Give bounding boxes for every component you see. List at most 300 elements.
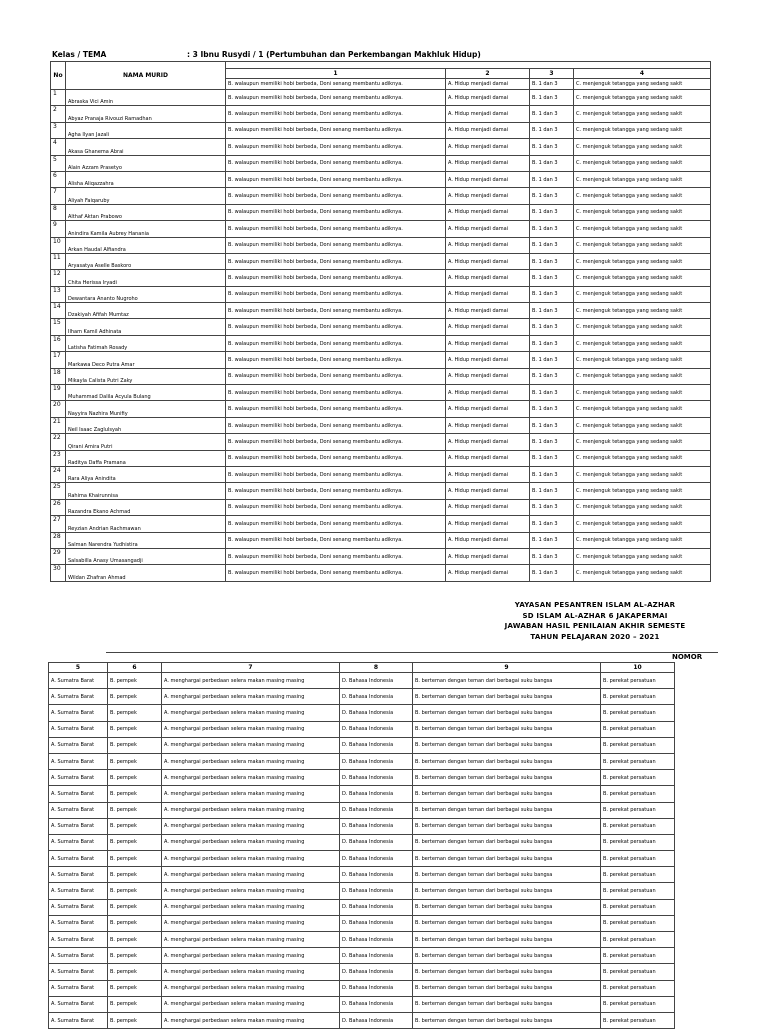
answer-cell: A. Hidup menjadi damai bbox=[446, 155, 530, 171]
answer-cell: B. pempek bbox=[108, 980, 162, 996]
answer-cell: D. Bahasa Indonesia bbox=[340, 867, 413, 883]
answer-cell: C. menjenguk tetangga yang sedang sakit bbox=[574, 516, 711, 532]
table-row bbox=[51, 466, 711, 482]
answer-cell: C. menjenguk tetangga yang sedang sakit bbox=[574, 106, 711, 122]
answer-cell: A. Hidup menjadi damai bbox=[446, 335, 530, 351]
q-header: 4 bbox=[574, 69, 711, 79]
answer-cell: A. Hidup menjadi damai bbox=[446, 401, 530, 417]
table-row bbox=[51, 368, 711, 384]
answer-cell: B. perekat persatuan bbox=[601, 980, 675, 996]
answer-cell: D. Bahasa Indonesia bbox=[340, 705, 413, 721]
answer-cell: B. berteman dengan teman dari berbagai suku bangsa bbox=[413, 753, 601, 769]
student-name: Razandra Ekano Achmad bbox=[66, 499, 226, 515]
student-name: Chita Herissa Iryadi bbox=[66, 270, 226, 286]
table-row bbox=[51, 286, 711, 302]
answer-cell: C. menjenguk tetangga yang sedang sakit bbox=[574, 79, 711, 90]
answer-cell: B. pempek bbox=[108, 899, 162, 915]
answer-cell: A. Hidup menjadi damai bbox=[446, 221, 530, 237]
answer-cell: B. berteman dengan teman dari berbagai suku bangsa bbox=[413, 721, 601, 737]
student-name: Anindira Kamila Aubrey Hanania bbox=[66, 221, 226, 237]
answer-cell: B. 1 dan 3 bbox=[530, 122, 574, 138]
answer-cell: A. menghargai perbedaan selera makan masing masing bbox=[162, 1012, 340, 1028]
answer-cell: D. Bahasa Indonesia bbox=[340, 689, 413, 705]
answer-cell: B. walaupun memiliki hobi berbeda, Doni senang membantu adiknya. bbox=[226, 548, 446, 564]
row-number: 4 bbox=[51, 139, 66, 155]
answer-cell: B. 1 dan 3 bbox=[530, 401, 574, 417]
answer-cell: C. menjenguk tetangga yang sedang sakit bbox=[574, 155, 711, 171]
answer-cell: A. Hidup menjadi damai bbox=[446, 385, 530, 401]
report-title: JAWABAN HASIL PENILAIAN AKHIR SEMESTE bbox=[504, 622, 686, 630]
answer-cell: B. walaupun memiliki hobi berbeda, Doni senang membantu adiknya. bbox=[226, 352, 446, 368]
table-row bbox=[51, 253, 711, 269]
answer-cell: A. menghargai perbedaan selera makan masing masing bbox=[162, 834, 340, 850]
answer-cell: A. Sumatra Barat bbox=[49, 705, 108, 721]
answer-cell: B. berteman dengan teman dari berbagai suku bangsa bbox=[413, 883, 601, 899]
answer-cell: A. Sumatra Barat bbox=[49, 786, 108, 802]
answer-cell: B. 1 dan 3 bbox=[530, 90, 574, 106]
row-number: 27 bbox=[51, 516, 66, 532]
row-number: 8 bbox=[51, 204, 66, 220]
answer-cell: B. 1 dan 3 bbox=[530, 139, 574, 155]
table-row bbox=[51, 139, 711, 155]
table-row bbox=[51, 483, 711, 499]
answer-cell: B. walaupun memiliki hobi berbeda, Doni senang membantu adiknya. bbox=[226, 335, 446, 351]
answer-cell: A. menghargai perbedaan selera makan masing masing bbox=[162, 932, 340, 948]
student-name: Alain Azzam Prasetyo bbox=[66, 155, 226, 171]
answer-cell: B. perekat persatuan bbox=[601, 851, 675, 867]
row-number: 16 bbox=[51, 335, 66, 351]
answer-cell: B. perekat persatuan bbox=[601, 721, 675, 737]
answer-cell: B. 1 dan 3 bbox=[530, 155, 574, 171]
answer-cell: A. menghargai perbedaan selera makan masing masing bbox=[162, 948, 340, 964]
table-row bbox=[51, 237, 711, 253]
row-number: 6 bbox=[51, 171, 66, 187]
q-header: 5 bbox=[49, 663, 108, 673]
answer-cell: B. pempek bbox=[108, 834, 162, 850]
answer-cell: A. Sumatra Barat bbox=[49, 673, 108, 689]
row-number: 11 bbox=[51, 253, 66, 269]
table-row bbox=[49, 721, 675, 737]
answer-cell: B. 1 dan 3 bbox=[530, 417, 574, 433]
answer-cell: A. menghargai perbedaan selera makan masing masing bbox=[162, 770, 340, 786]
row-number: 9 bbox=[51, 221, 66, 237]
row-number: 5 bbox=[51, 155, 66, 171]
class-theme-header bbox=[52, 50, 481, 59]
answer-cell: B. walaupun memiliki hobi berbeda, Doni senang membantu adiknya. bbox=[226, 434, 446, 450]
answer-cell: A. Sumatra Barat bbox=[49, 867, 108, 883]
answer-cell: B. pempek bbox=[108, 915, 162, 931]
answer-cell: B. walaupun memiliki hobi berbeda, Doni senang membantu adiknya. bbox=[226, 286, 446, 302]
table-row bbox=[49, 1012, 675, 1028]
answer-cell: B. berteman dengan teman dari berbagai suku bangsa bbox=[413, 948, 601, 964]
student-name: Markawa Deco Putra Amar bbox=[66, 352, 226, 368]
answer-cell: D. Bahasa Indonesia bbox=[340, 673, 413, 689]
answer-cell: B. pempek bbox=[108, 721, 162, 737]
answer-cell: B. berteman dengan teman dari berbagai suku bangsa bbox=[413, 786, 601, 802]
answer-cell: A. Hidup menjadi damai bbox=[446, 483, 530, 499]
answer-cell: A. Sumatra Barat bbox=[49, 802, 108, 818]
answer-cell: C. menjenguk tetangga yang sedang sakit bbox=[574, 204, 711, 220]
table-row bbox=[49, 867, 675, 883]
answer-cell: B. pempek bbox=[108, 851, 162, 867]
academic-year: TAHUN PELAJARAN 2020 – 2021 bbox=[530, 632, 660, 641]
answer-cell: B. walaupun memiliki hobi berbeda, Doni senang membantu adiknya. bbox=[226, 79, 446, 90]
q-header: 2 bbox=[446, 69, 530, 79]
answer-cell: B. walaupun memiliki hobi berbeda, Doni senang membantu adiknya. bbox=[226, 237, 446, 253]
answer-cell: B. 1 dan 3 bbox=[530, 516, 574, 532]
row-number: 14 bbox=[51, 303, 66, 319]
foundation-name: YAYASAN PESANTREN ISLAM AL-AZHAR bbox=[514, 601, 676, 609]
answer-cell: B. perekat persatuan bbox=[601, 932, 675, 948]
answer-cell: A. Sumatra Barat bbox=[49, 851, 108, 867]
student-name: Abyaz Pranaja Rivouzi Ramadhan bbox=[66, 106, 226, 122]
answer-cell: C. menjenguk tetangga yang sedang sakit bbox=[574, 286, 711, 302]
answer-cell: A. Sumatra Barat bbox=[49, 899, 108, 915]
answer-cell: A. Sumatra Barat bbox=[49, 834, 108, 850]
answer-cell: A. Hidup menjadi damai bbox=[446, 434, 530, 450]
student-name: Arkan Haudal Alfiandra bbox=[66, 237, 226, 253]
table-row bbox=[49, 689, 675, 705]
answer-cell: B. walaupun memiliki hobi berbeda, Doni senang membantu adiknya. bbox=[226, 368, 446, 384]
row-number: 13 bbox=[51, 286, 66, 302]
answer-cell: A. menghargai perbedaan selera makan masing masing bbox=[162, 673, 340, 689]
answer-cell: B. pempek bbox=[108, 818, 162, 834]
row-number: 23 bbox=[51, 450, 66, 466]
answer-cell: B. walaupun memiliki hobi berbeda, Doni senang membantu adiknya. bbox=[226, 401, 446, 417]
answer-cell: B. walaupun memiliki hobi berbeda, Doni senang membantu adiknya. bbox=[226, 188, 446, 204]
answer-cell: B. 1 dan 3 bbox=[530, 204, 574, 220]
row-number: 7 bbox=[51, 188, 66, 204]
answer-cell: B. 1 dan 3 bbox=[530, 368, 574, 384]
student-name: Muhammad Dalila Acyula Bulang bbox=[66, 385, 226, 401]
answer-cell: B. pempek bbox=[108, 964, 162, 980]
answer-cell: B. walaupun memiliki hobi berbeda, Doni senang membantu adiknya. bbox=[226, 270, 446, 286]
answer-cell: B. 1 dan 3 bbox=[530, 532, 574, 548]
answer-cell: B. pempek bbox=[108, 932, 162, 948]
answer-cell: B. perekat persatuan bbox=[601, 964, 675, 980]
answer-cell: B. 1 dan 3 bbox=[530, 466, 574, 482]
table-row bbox=[49, 673, 675, 689]
answer-cell: D. Bahasa Indonesia bbox=[340, 964, 413, 980]
row-number: 19 bbox=[51, 385, 66, 401]
answer-cell: B. walaupun memiliki hobi berbeda, Doni senang membantu adiknya. bbox=[226, 499, 446, 515]
answer-cell: C. menjenguk tetangga yang sedang sakit bbox=[574, 303, 711, 319]
answer-cell: A. Hidup menjadi damai bbox=[446, 79, 530, 90]
table-row bbox=[51, 106, 711, 122]
table-row bbox=[49, 851, 675, 867]
answer-cell: B. perekat persatuan bbox=[601, 802, 675, 818]
table-row bbox=[51, 319, 711, 335]
answer-cell: B. pempek bbox=[108, 689, 162, 705]
answer-cell: B. walaupun memiliki hobi berbeda, Doni senang membantu adiknya. bbox=[226, 204, 446, 220]
table-row bbox=[51, 434, 711, 450]
answer-cell: C. menjenguk tetangga yang sedang sakit bbox=[574, 548, 711, 564]
answer-cell: B. perekat persatuan bbox=[601, 705, 675, 721]
answer-cell: B. walaupun memiliki hobi berbeda, Doni senang membantu adiknya. bbox=[226, 122, 446, 138]
answer-cell: A. menghargai perbedaan selera makan masing masing bbox=[162, 883, 340, 899]
table-row bbox=[51, 204, 711, 220]
answer-cell: D. Bahasa Indonesia bbox=[340, 834, 413, 850]
student-name: Mikayla Calista Putri Zaky bbox=[66, 368, 226, 384]
student-name: Abraska Vici Amin bbox=[66, 90, 226, 106]
answer-cell: A. Hidup menjadi damai bbox=[446, 565, 530, 581]
answer-cell: B. perekat persatuan bbox=[601, 673, 675, 689]
answer-cell: A. menghargai perbedaan selera makan masing masing bbox=[162, 980, 340, 996]
answer-cell: B. walaupun memiliki hobi berbeda, Doni senang membantu adiknya. bbox=[226, 532, 446, 548]
answer-cell: C. menjenguk tetangga yang sedang sakit bbox=[574, 532, 711, 548]
answer-cell: A. Sumatra Barat bbox=[49, 932, 108, 948]
answer-cell: B. perekat persatuan bbox=[601, 818, 675, 834]
answer-cell: A. Hidup menjadi damai bbox=[446, 204, 530, 220]
answer-cell: A. menghargai perbedaan selera makan masing masing bbox=[162, 753, 340, 769]
answer-cell: A. menghargai perbedaan selera makan masing masing bbox=[162, 818, 340, 834]
answer-cell: B. pempek bbox=[108, 753, 162, 769]
row-number: 12 bbox=[51, 270, 66, 286]
answer-cell: D. Bahasa Indonesia bbox=[340, 770, 413, 786]
answer-cell: A. Hidup menjadi damai bbox=[446, 237, 530, 253]
answer-cell: D. Bahasa Indonesia bbox=[340, 737, 413, 753]
answer-cell: D. Bahasa Indonesia bbox=[340, 915, 413, 931]
table-row bbox=[51, 565, 711, 581]
answer-cell: B. perekat persatuan bbox=[601, 786, 675, 802]
row-number: 18 bbox=[51, 368, 66, 384]
answer-cell: B. perekat persatuan bbox=[601, 1012, 675, 1028]
student-name: Qirani Amira Putri bbox=[66, 434, 226, 450]
answer-cell: B. pempek bbox=[108, 673, 162, 689]
answer-cell: A. Hidup menjadi damai bbox=[446, 106, 530, 122]
table-row bbox=[51, 303, 711, 319]
table-row bbox=[51, 335, 711, 351]
answer-cell: A. menghargai perbedaan selera makan masing masing bbox=[162, 899, 340, 915]
answer-cell: B. walaupun memiliki hobi berbeda, Doni senang membantu adiknya. bbox=[226, 171, 446, 187]
answer-cell: A. Hidup menjadi damai bbox=[446, 499, 530, 515]
answer-cell: B. berteman dengan teman dari berbagai suku bangsa bbox=[413, 818, 601, 834]
answer-cell: B. pempek bbox=[108, 996, 162, 1012]
table-row bbox=[49, 753, 675, 769]
answer-cell: A. Hidup menjadi damai bbox=[446, 466, 530, 482]
student-name: Althaf Aktan Prabowo bbox=[66, 204, 226, 220]
answer-cell: A. Hidup menjadi damai bbox=[446, 188, 530, 204]
student-name: Latisha Fatimah Rosady bbox=[66, 335, 226, 351]
answer-cell: B. berteman dengan teman dari berbagai suku bangsa bbox=[413, 867, 601, 883]
answer-cell: A. Sumatra Barat bbox=[49, 770, 108, 786]
row-number: 25 bbox=[51, 483, 66, 499]
student-name: Dzakiyah Afifah Mumtaz bbox=[66, 303, 226, 319]
student-name: Neil Isaac Zaglulsyah bbox=[66, 417, 226, 433]
student-name: Alisha Aliqazzahra bbox=[66, 171, 226, 187]
q-header: 6 bbox=[108, 663, 162, 673]
student-name: Reyzian Andrian Rachmawan bbox=[66, 516, 226, 532]
answer-cell: B. 1 dan 3 bbox=[530, 188, 574, 204]
answer-cell: B. berteman dengan teman dari berbagai suku bangsa bbox=[413, 932, 601, 948]
table-row bbox=[51, 122, 711, 138]
row-number: 30 bbox=[51, 565, 66, 581]
table-row bbox=[51, 90, 711, 106]
answer-cell: A. Sumatra Barat bbox=[49, 1012, 108, 1028]
answer-cell: C. menjenguk tetangga yang sedang sakit bbox=[574, 385, 711, 401]
answer-cell: B. 1 dan 3 bbox=[530, 286, 574, 302]
answer-cell: B. walaupun memiliki hobi berbeda, Doni senang membantu adiknya. bbox=[226, 90, 446, 106]
answer-cell: D. Bahasa Indonesia bbox=[340, 899, 413, 915]
answer-cell: B. berteman dengan teman dari berbagai suku bangsa bbox=[413, 980, 601, 996]
answer-cell: B. perekat persatuan bbox=[601, 689, 675, 705]
answer-cell: B. walaupun memiliki hobi berbeda, Doni senang membantu adiknya. bbox=[226, 319, 446, 335]
answer-cell: B. 1 dan 3 bbox=[530, 335, 574, 351]
answer-cell: B. perekat persatuan bbox=[601, 915, 675, 931]
table-row bbox=[51, 352, 711, 368]
answer-cell: B. pempek bbox=[108, 737, 162, 753]
row-number: 24 bbox=[51, 466, 66, 482]
table-row bbox=[51, 532, 711, 548]
row-number: 28 bbox=[51, 532, 66, 548]
nomor-header-spacer bbox=[226, 62, 711, 69]
answer-cell: A. Hidup menjadi damai bbox=[446, 90, 530, 106]
answer-cell: B. walaupun memiliki hobi berbeda, Doni senang membantu adiknya. bbox=[226, 253, 446, 269]
answer-cell: D. Bahasa Indonesia bbox=[340, 883, 413, 899]
answer-cell: C. menjenguk tetangga yang sedang sakit bbox=[574, 401, 711, 417]
answer-cell: B. 1 dan 3 bbox=[530, 319, 574, 335]
q-header: 1 bbox=[226, 69, 446, 79]
answer-cell: A. Sumatra Barat bbox=[49, 948, 108, 964]
student-name: Salsabilla Anasy Umasangadji bbox=[66, 548, 226, 564]
answer-cell: C. menjenguk tetangga yang sedang sakit bbox=[574, 434, 711, 450]
table-row bbox=[49, 899, 675, 915]
answer-cell: A. Hidup menjadi damai bbox=[446, 253, 530, 269]
answer-cell: D. Bahasa Indonesia bbox=[340, 753, 413, 769]
answer-cell: C. menjenguk tetangga yang sedang sakit bbox=[574, 139, 711, 155]
answer-cell: B. 1 dan 3 bbox=[530, 270, 574, 286]
answer-cell: B. berteman dengan teman dari berbagai suku bangsa bbox=[413, 737, 601, 753]
answer-table-1 bbox=[50, 61, 711, 582]
answer-cell: B. perekat persatuan bbox=[601, 883, 675, 899]
answer-cell: B. perekat persatuan bbox=[601, 770, 675, 786]
answer-cell: B. pempek bbox=[108, 883, 162, 899]
answer-cell: A. Hidup menjadi damai bbox=[446, 303, 530, 319]
answer-cell: C. menjenguk tetangga yang sedang sakit bbox=[574, 171, 711, 187]
answer-cell: A. Hidup menjadi damai bbox=[446, 368, 530, 384]
answer-cell: A. Hidup menjadi damai bbox=[446, 417, 530, 433]
answer-cell: B. berteman dengan teman dari berbagai suku bangsa bbox=[413, 851, 601, 867]
table-row bbox=[49, 818, 675, 834]
answer-cell: A. menghargai perbedaan selera makan masing masing bbox=[162, 721, 340, 737]
answer-cell: B. 1 dan 3 bbox=[530, 237, 574, 253]
table-row bbox=[51, 171, 711, 187]
answer-cell: A. Hidup menjadi damai bbox=[446, 450, 530, 466]
student-name: Rara Aliya Anindita bbox=[66, 466, 226, 482]
answer-cell: B. walaupun memiliki hobi berbeda, Doni senang membantu adiknya. bbox=[226, 565, 446, 581]
answer-cell: B. 1 dan 3 bbox=[530, 385, 574, 401]
row-number: 20 bbox=[51, 401, 66, 417]
answer-cell: B. 1 dan 3 bbox=[530, 548, 574, 564]
answer-cell: B. berteman dengan teman dari berbagai suku bangsa bbox=[413, 1012, 601, 1028]
answer-cell: A. menghargai perbedaan selera makan masing masing bbox=[162, 689, 340, 705]
answer-cell: D. Bahasa Indonesia bbox=[340, 996, 413, 1012]
table-row bbox=[51, 155, 711, 171]
student-name: Agha Ilyan Jazali bbox=[66, 122, 226, 138]
answer-cell: B. perekat persatuan bbox=[601, 948, 675, 964]
answer-cell: C. menjenguk tetangga yang sedang sakit bbox=[574, 565, 711, 581]
answer-cell: A. menghargai perbedaan selera makan masing masing bbox=[162, 915, 340, 931]
answer-cell: B. berteman dengan teman dari berbagai suku bangsa bbox=[413, 964, 601, 980]
col-no-header: No bbox=[51, 62, 66, 90]
school-title-block bbox=[480, 600, 710, 642]
answer-cell: A. menghargai perbedaan selera makan masing masing bbox=[162, 996, 340, 1012]
answer-cell: A. Hidup menjadi damai bbox=[446, 319, 530, 335]
table-row bbox=[51, 516, 711, 532]
answer-cell: B. walaupun memiliki hobi berbeda, Doni senang membantu adiknya. bbox=[226, 417, 446, 433]
answer-cell: B. walaupun memiliki hobi berbeda, Doni senang membantu adiknya. bbox=[226, 139, 446, 155]
answer-cell: D. Bahasa Indonesia bbox=[340, 1012, 413, 1028]
answer-cell: B. 1 dan 3 bbox=[530, 434, 574, 450]
q-header: 8 bbox=[340, 663, 413, 673]
answer-cell: A. Hidup menjadi damai bbox=[446, 270, 530, 286]
answer-cell: C. menjenguk tetangga yang sedang sakit bbox=[574, 270, 711, 286]
table-row bbox=[51, 188, 711, 204]
nomor-label: NOMOR bbox=[672, 653, 703, 661]
answer-cell: D. Bahasa Indonesia bbox=[340, 980, 413, 996]
answer-cell: B. pempek bbox=[108, 770, 162, 786]
table-row bbox=[49, 932, 675, 948]
answer-cell: C. menjenguk tetangga yang sedang sakit bbox=[574, 499, 711, 515]
answer-cell: A. Sumatra Barat bbox=[49, 883, 108, 899]
answer-cell: B. walaupun memiliki hobi berbeda, Doni senang membantu adiknya. bbox=[226, 221, 446, 237]
answer-cell: B. walaupun memiliki hobi berbeda, Doni senang membantu adiknya. bbox=[226, 466, 446, 482]
table-row bbox=[51, 401, 711, 417]
answer-cell: B. 1 dan 3 bbox=[530, 79, 574, 90]
answer-cell: B. walaupun memiliki hobi berbeda, Doni senang membantu adiknya. bbox=[226, 303, 446, 319]
answer-cell: C. menjenguk tetangga yang sedang sakit bbox=[574, 466, 711, 482]
answer-cell: B. 1 dan 3 bbox=[530, 352, 574, 368]
answer-cell: A. menghargai perbedaan selera makan masing masing bbox=[162, 851, 340, 867]
answer-cell: B. walaupun memiliki hobi berbeda, Doni senang membantu adiknya. bbox=[226, 106, 446, 122]
answer-cell: B. 1 dan 3 bbox=[530, 450, 574, 466]
answer-cell: A. menghargai perbedaan selera makan masing masing bbox=[162, 786, 340, 802]
col-name-header: NAMA MURID bbox=[66, 62, 226, 90]
table-row bbox=[51, 270, 711, 286]
answer-cell: B. 1 dan 3 bbox=[530, 565, 574, 581]
answer-cell: B. perekat persatuan bbox=[601, 834, 675, 850]
answer-cell: B. berteman dengan teman dari berbagai suku bangsa bbox=[413, 996, 601, 1012]
answer-cell: A. Sumatra Barat bbox=[49, 753, 108, 769]
answer-cell: C. menjenguk tetangga yang sedang sakit bbox=[574, 253, 711, 269]
table-row bbox=[51, 221, 711, 237]
answer-cell: B. berteman dengan teman dari berbagai suku bangsa bbox=[413, 915, 601, 931]
answer-cell: D. Bahasa Indonesia bbox=[340, 932, 413, 948]
answer-cell: A. menghargai perbedaan selera makan masing masing bbox=[162, 964, 340, 980]
answer-cell: B. 1 dan 3 bbox=[530, 483, 574, 499]
answer-cell: C. menjenguk tetangga yang sedang sakit bbox=[574, 417, 711, 433]
answer-cell: C. menjenguk tetangga yang sedang sakit bbox=[574, 122, 711, 138]
answer-cell: A. menghargai perbedaan selera makan masing masing bbox=[162, 802, 340, 818]
answer-cell: B. 1 dan 3 bbox=[530, 106, 574, 122]
answer-cell: A. Sumatra Barat bbox=[49, 980, 108, 996]
answer-cell: C. menjenguk tetangga yang sedang sakit bbox=[574, 319, 711, 335]
answer-cell: A. Sumatra Barat bbox=[49, 915, 108, 931]
answer-cell: A. Hidup menjadi damai bbox=[446, 516, 530, 532]
answer-cell: A. menghargai perbedaan selera makan masing masing bbox=[162, 705, 340, 721]
student-name: Dewantara Ananto Nugroho bbox=[66, 286, 226, 302]
row-number: 22 bbox=[51, 434, 66, 450]
student-name: Ilham Kamil Adhinata bbox=[66, 319, 226, 335]
answer-cell: A. Sumatra Barat bbox=[49, 996, 108, 1012]
answer-cell: B. walaupun memiliki hobi berbeda, Doni senang membantu adiknya. bbox=[226, 385, 446, 401]
student-name: Akasa Ghanema Abrai bbox=[66, 139, 226, 155]
answer-cell: D. Bahasa Indonesia bbox=[340, 818, 413, 834]
table-row bbox=[49, 834, 675, 850]
answer-cell: B. pempek bbox=[108, 867, 162, 883]
answer-cell: A. Sumatra Barat bbox=[49, 689, 108, 705]
student-name: Rahima Khairunnisa bbox=[66, 483, 226, 499]
